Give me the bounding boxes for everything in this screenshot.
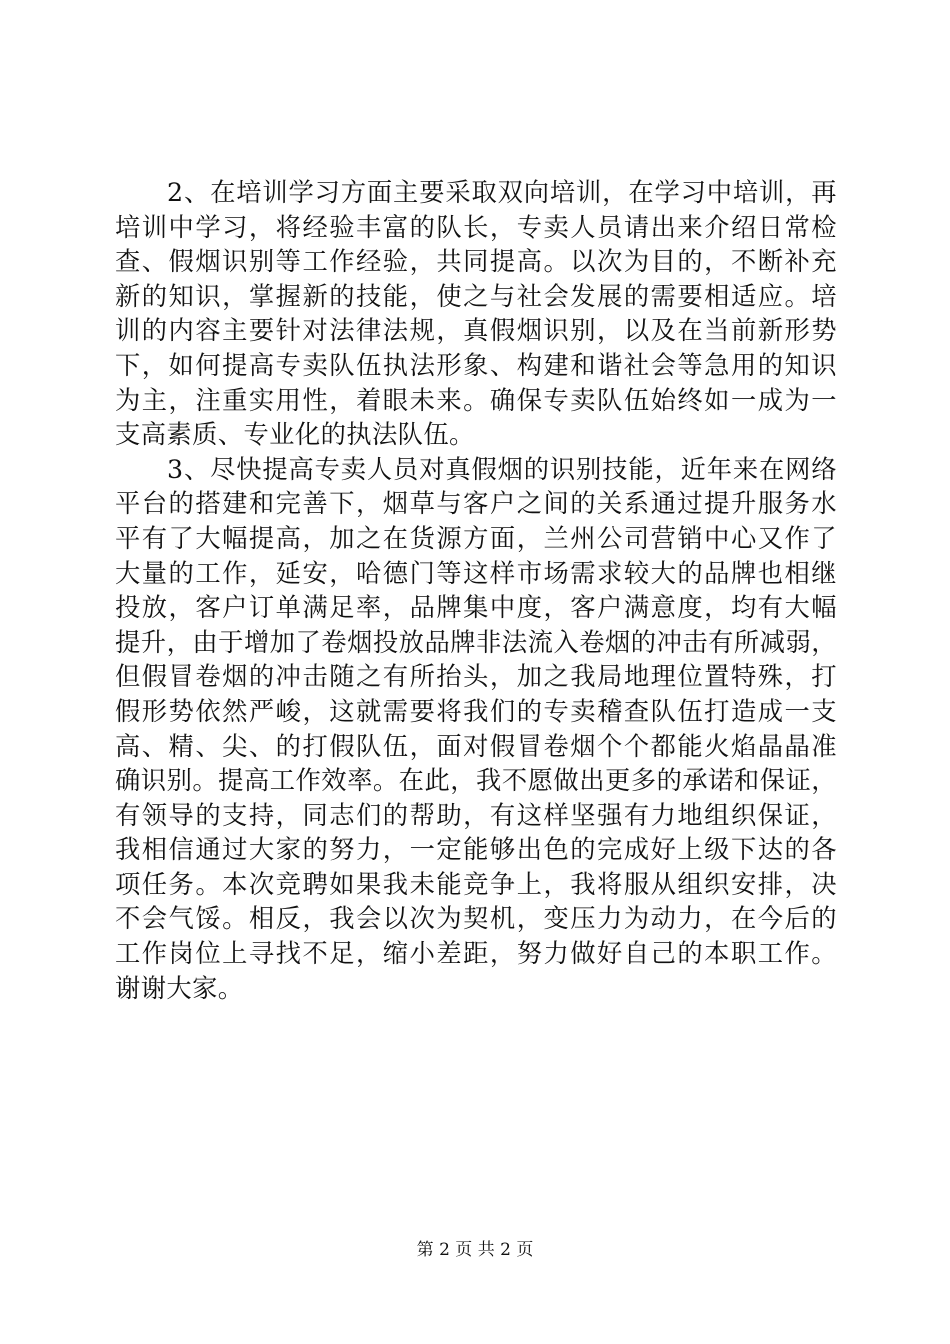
text-line: 查、假烟识别等工作经验，共同提高。以次为目的，不断补充 bbox=[115, 247, 837, 277]
text-line: 平台的搭建和完善下，烟草与客户之间的关系通过提升服务水 bbox=[115, 489, 837, 519]
text-line: 我相信通过大家的努力，一定能够出色的完成好上级下达的各 bbox=[115, 835, 837, 865]
text-line: 谢谢大家。 bbox=[115, 973, 244, 1003]
text-line: 确识别。提高工作效率。在此，我不愿做出更多的承诺和保证， bbox=[115, 766, 837, 796]
text-line: 3、尽快提高专卖人员对真假烟的识别技能，近年来在网络 bbox=[167, 454, 837, 484]
text-line: 为主，注重实用性，着眼未来。确保专卖队伍始终如一成为一 bbox=[115, 385, 837, 415]
text-line: 大量的工作，延安，哈德门等这样市场需求较大的品牌也相继 bbox=[115, 558, 837, 588]
text-line: 提升，由于增加了卷烟投放品牌非法流入卷烟的冲击有所减弱， bbox=[115, 627, 837, 657]
text-line: 但假冒卷烟的冲击随之有所抬头，加之我局地理位置特殊，打 bbox=[115, 662, 837, 692]
text-line: 培训中学习，将经验丰富的队长，专卖人员请出来介绍日常检 bbox=[115, 212, 837, 242]
text-line: 投放，客户订单满足率，品牌集中度，客户满意度，均有大幅 bbox=[115, 593, 837, 623]
text-line: 不会气馁。相反，我会以次为契机，变压力为动力，在今后的 bbox=[115, 904, 837, 934]
text-line: 高、精、尖、的打假队伍，面对假冒卷烟个个都能火焰晶晶准 bbox=[115, 731, 837, 761]
page-number-footer: 第 2 页 共 2 页 bbox=[416, 1240, 534, 1260]
text-line: 新的知识，掌握新的技能，使之与社会发展的需要相适应。培 bbox=[115, 281, 837, 311]
text-line: 平有了大幅提高，加之在货源方面，兰州公司营销中心又作了 bbox=[115, 523, 837, 553]
text-line: 假形势依然严峻，这就需要将我们的专卖稽查队伍打造成一支 bbox=[115, 696, 837, 726]
text-line: 支高素质、专业化的执法队伍。 bbox=[115, 420, 475, 450]
text-line: 2、在培训学习方面主要采取双向培训，在学习中培训，再 bbox=[167, 178, 837, 207]
body-text bbox=[115, 176, 837, 1006]
text-line: 训的内容主要针对法律法规，真假烟识别，以及在当前新形势 bbox=[115, 316, 837, 346]
text-line: 工作岗位上寻找不足，缩小差距，努力做好自己的本职工作。 bbox=[115, 939, 837, 969]
text-line: 下，如何提高专卖队伍执法形象、构建和谐社会等急用的知识 bbox=[115, 350, 837, 380]
text-line: 项任务。本次竞聘如果我未能竞争上，我将服从组织安排，决 bbox=[115, 869, 837, 899]
text-line: 有领导的支持，同志们的帮助，有这样坚强有力地组织保证， bbox=[115, 800, 837, 830]
